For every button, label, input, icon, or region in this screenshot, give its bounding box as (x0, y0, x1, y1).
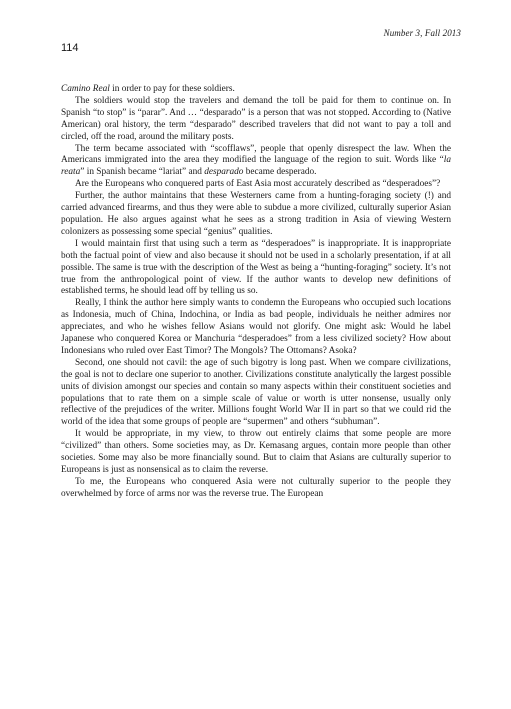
journal-running-header: Number 3, Fall 2013 (383, 28, 461, 38)
paragraph-text: ” in Spanish became “lariat” and (80, 167, 205, 178)
paragraph-text: Really, I think the author here simply wants to condemn the Europeans who occupied such locations as Indonesia, much of China, Indochina, or India as bad people, individuals he neither admires nor appreciates, and who he wishes fellow Asians would not glorify. One might ask: Would he label Japanese who conquered Korea or Manchuria “desperadoes” from a less civilized society? How about Indonesians who ruled over East Timor? The Mongols? The Ottomans? Asoka? (61, 298, 451, 356)
paragraph (61, 84, 451, 96)
italic-term: Camino Real (61, 84, 110, 94)
paragraph-text: Are the Europeans who conquered parts of East Asia most accurately described as “desperadoes”? (75, 179, 441, 190)
paragraph (61, 358, 451, 429)
paragraph (61, 477, 451, 501)
paragraph (61, 96, 451, 144)
italic-term: la reata (61, 155, 451, 178)
italic-term: desparado (204, 167, 244, 178)
paragraph (61, 144, 451, 180)
paragraph (61, 179, 451, 191)
paragraph (61, 239, 451, 299)
paragraph-text: To me, the Europeans who conquered Asia were not culturally superior to the people they overwhelmed by force of arms nor was the reverse true. The European (61, 476, 451, 499)
page-number: 114 (61, 42, 79, 54)
paragraph-text: I would maintain first that using such a term as “desperadoes” is inappropriate. It is inappropriate both the factual point of view and also because it should not be used in a scholarly presentation, if at all possible. The same is true with the description of the West as being a “hunting-foraging” society. It’s not true from the anthropological point of view. If the author wants to develop new definitions of established terms, he should lead off by telling us so. (61, 238, 451, 297)
paragraph-text: The term became associated with “scofflaws”, people that openly disrespect the law. When the Americans immigrated into the area they modified the language of the region to suit. Words like “ (61, 143, 451, 166)
article-body (61, 84, 451, 501)
paragraph-text: in order to pay for these soldiers. (109, 84, 235, 94)
paragraph-text: The soldiers would stop the travelers and demand the toll be paid for them to continue on. In Spanish “to stop” is “parar”. And … “desparado” is a person that was not stopped. According to (Native American) oral history, the term “desparado” described travelers that did not want to pay a toll and circled, off the road, around the military posts. (61, 95, 451, 142)
paragraph-text: Second, one should not cavil: the age of such bigotry is long past. When we compare civilizations, the goal is not to declare one superior to another. Civilizations constitute analytically the largest possible units of division amongst our species and contain so many aspects within their constituent societies and populations that to rate them on a simple scale of value or worth is utter nonsense, usually only reflective of the prejudices of the writer. Millions fought World War II in part so that we could rid the world of the idea that some groups of people are “supermen” and others “subhuman”. (61, 357, 451, 428)
paragraph-text: became desperado. (243, 167, 317, 178)
paragraph (61, 429, 451, 477)
paragraph-text: It would be appropriate, in my view, to throw out entirely claims that some people are more “civilized” than others. Some societies may, as Dr. Kemasang argues, contain more people than other societies. Some may also be more financially sound. But to claim that Asians are culturally superior to Europeans is just as nonsensical as to claim the reverse. (61, 429, 451, 475)
paragraph (61, 298, 451, 358)
paragraph-text: Further, the author maintains that these Westerners came from a hunting-foraging society (!) and carried advanced firearms, and thus they were able to subdue a more civilized, culturally superior Asian population. He also argues against what he sees as a strong tradition in Asia of viewing Western colonizers as possessing some special “genius” qualities. (61, 191, 451, 237)
paragraph (61, 191, 451, 239)
